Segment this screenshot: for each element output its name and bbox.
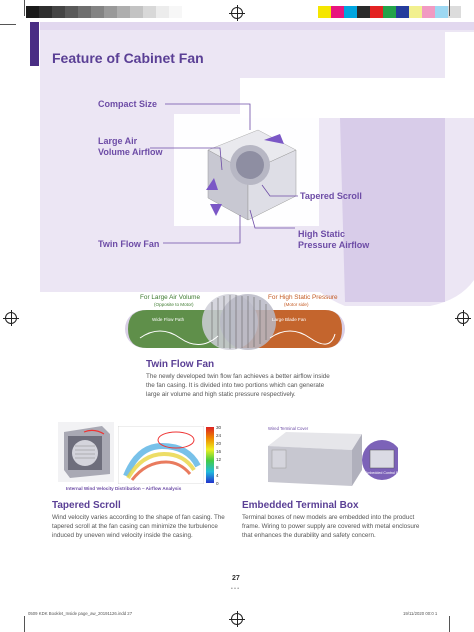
page-number: 27 bbox=[232, 575, 240, 582]
footer-timestamp: 19/11/2020 00:0 1 bbox=[403, 611, 438, 616]
page-dots: • • • bbox=[231, 586, 240, 592]
twin-flow-heading: Twin Flow Fan bbox=[146, 359, 215, 370]
velocity-color-scale bbox=[206, 427, 214, 483]
diagram-large-blade-label: Large Blade Fan bbox=[272, 317, 306, 322]
velocity-analysis-image bbox=[118, 426, 204, 484]
label-twin-flow-fan: Twin Flow Fan bbox=[98, 239, 160, 249]
velocity-scale-labels: 30 24 20 16 12 8 4 0 bbox=[216, 425, 222, 486]
diagram-high-static-label: For High Static Pressure (Motor side) bbox=[268, 294, 338, 307]
label-large-air-volume: Large Air Volume Airflow bbox=[98, 136, 163, 157]
crop-mark bbox=[24, 616, 25, 632]
tapered-scroll-heading: Tapered Scroll bbox=[52, 500, 121, 511]
page-title: Feature of Cabinet Fan bbox=[52, 50, 204, 66]
label-high-static-pressure: High Static Pressure Airflow bbox=[298, 229, 370, 250]
terminal-box-photo bbox=[262, 426, 398, 490]
crop-mark bbox=[449, 616, 450, 632]
label-compact-size: Compact Size bbox=[98, 99, 158, 109]
twin-flow-body: The newly developed twin flow fan achieves a better airflow inside the fan casing. It is divided into two portions which can generate large air volume and high static pressure respectively. bbox=[146, 373, 330, 398]
control-box-label: Embedded Control Box bbox=[365, 471, 403, 475]
label-tapered-scroll: Tapered Scroll bbox=[300, 191, 362, 201]
terminal-box-body: Terminal boxes of new models are embedded into the product frame. Wiring to power supply are covered with metal enclosure that enhances the durability and safety concern. bbox=[242, 514, 420, 539]
cabinet-fan-illustration bbox=[188, 120, 308, 230]
terminal-cover-label: Wired Terminal Cover bbox=[268, 426, 309, 431]
terminal-box-heading: Embedded Terminal Box bbox=[242, 500, 359, 511]
diagram-large-volume-label: For Large Air Volume (Opposite to Motor) bbox=[140, 294, 201, 307]
footer-file-info: 0509 KDK Booklet_Inside page_aw_20191126.indd 27 bbox=[28, 611, 133, 616]
velocity-caption: Internal Wind Velocity Distribution – Airflow Analysis bbox=[66, 486, 182, 491]
registration-mark-icon bbox=[231, 613, 243, 625]
diagram-wide-flow-label: Wide Flow Path bbox=[152, 317, 185, 322]
tapered-scroll-body: Wind velocity varies according to the shape of fan casing. The tapered scroll at the fan casing can minimize the turbulence induced by uneven wind velocity inside the casing. bbox=[52, 514, 225, 539]
tapered-scroll-photo bbox=[58, 422, 114, 482]
